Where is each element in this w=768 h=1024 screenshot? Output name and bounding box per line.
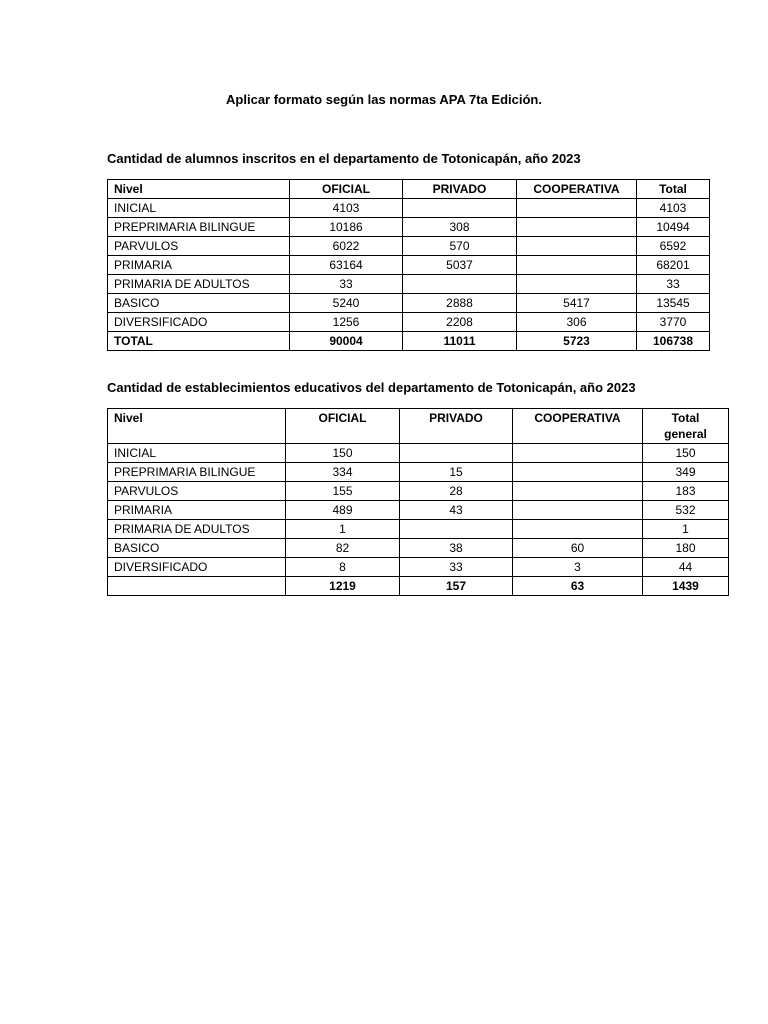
row-label-cell: PARVULOS xyxy=(108,482,286,501)
total-value-cell: 1219 xyxy=(286,577,400,596)
row-value-cell: 33 xyxy=(400,558,513,577)
row-value-cell: 183 xyxy=(643,482,729,501)
table2-caption: Cantidad de establecimientos educativos del departamento de Totonicapán, año 2023 xyxy=(107,380,636,395)
row-value-cell: 33 xyxy=(290,275,403,294)
row-value-cell: 43 xyxy=(400,501,513,520)
row-value-cell: 5417 xyxy=(517,294,637,313)
row-value-cell: 349 xyxy=(643,463,729,482)
row-value-cell: 180 xyxy=(643,539,729,558)
row-label-cell: PRIMARIA DE ADULTOS xyxy=(108,275,290,294)
row-value-cell xyxy=(403,275,517,294)
row-value-cell: 1256 xyxy=(290,313,403,332)
total-value-cell: 5723 xyxy=(517,332,637,351)
row-value-cell: 82 xyxy=(286,539,400,558)
header-cooperativa: COOPERATIVA xyxy=(513,409,643,444)
header-nivel: Nivel xyxy=(108,409,286,444)
header-cooperativa: COOPERATIVA xyxy=(517,180,637,199)
row-value-cell xyxy=(400,444,513,463)
row-label-cell: BASICO xyxy=(108,294,290,313)
row-value-cell xyxy=(517,256,637,275)
row-value-cell: 155 xyxy=(286,482,400,501)
row-value-cell: 13545 xyxy=(637,294,710,313)
row-value-cell xyxy=(513,463,643,482)
table-row xyxy=(108,294,710,313)
header-oficial: OFICIAL xyxy=(286,409,400,444)
table-header-row xyxy=(108,180,710,199)
table-row xyxy=(108,520,729,539)
total-value-cell: 106738 xyxy=(637,332,710,351)
row-value-cell: 334 xyxy=(286,463,400,482)
row-value-cell: 68201 xyxy=(637,256,710,275)
row-label-cell: PREPRIMARIA BILINGUE xyxy=(108,463,286,482)
row-value-cell: 570 xyxy=(403,237,517,256)
row-value-cell: 4103 xyxy=(290,199,403,218)
row-value-cell xyxy=(513,482,643,501)
row-label-cell: PREPRIMARIA BILINGUE xyxy=(108,218,290,237)
row-value-cell xyxy=(403,199,517,218)
row-value-cell xyxy=(517,218,637,237)
row-value-cell: 2208 xyxy=(403,313,517,332)
row-value-cell: 5240 xyxy=(290,294,403,313)
row-value-cell: 5037 xyxy=(403,256,517,275)
row-value-cell: 3 xyxy=(513,558,643,577)
row-value-cell: 3770 xyxy=(637,313,710,332)
row-value-cell xyxy=(513,444,643,463)
row-value-cell: 150 xyxy=(286,444,400,463)
row-value-cell: 532 xyxy=(643,501,729,520)
table-header-row xyxy=(108,409,729,444)
table-row xyxy=(108,199,710,218)
row-label-cell: DIVERSIFICADO xyxy=(108,313,290,332)
row-label-cell: PRIMARIA xyxy=(108,256,290,275)
document-title: Aplicar formato según las normas APA 7ta Edición. xyxy=(226,92,542,107)
table-row xyxy=(108,501,729,520)
row-value-cell: 10494 xyxy=(637,218,710,237)
row-value-cell xyxy=(513,501,643,520)
table-row xyxy=(108,558,729,577)
row-value-cell xyxy=(513,520,643,539)
header-total: Total xyxy=(637,180,710,199)
row-label-cell: PRIMARIA xyxy=(108,501,286,520)
header-nivel: Nivel xyxy=(108,180,290,199)
row-value-cell: 306 xyxy=(517,313,637,332)
table-row xyxy=(108,313,710,332)
row-value-cell: 150 xyxy=(643,444,729,463)
row-label-cell: BASICO xyxy=(108,539,286,558)
row-value-cell: 63164 xyxy=(290,256,403,275)
row-value-cell: 1 xyxy=(286,520,400,539)
total-row xyxy=(108,332,710,351)
header-privado: PRIVADO xyxy=(403,180,517,199)
total-label-cell: TOTAL xyxy=(108,332,290,351)
row-value-cell: 60 xyxy=(513,539,643,558)
table-row xyxy=(108,275,710,294)
row-value-cell: 4103 xyxy=(637,199,710,218)
total-label-cell xyxy=(108,577,286,596)
total-value-cell: 157 xyxy=(400,577,513,596)
row-value-cell: 28 xyxy=(400,482,513,501)
row-label-cell: PARVULOS xyxy=(108,237,290,256)
table-row xyxy=(108,256,710,275)
row-label-cell: INICIAL xyxy=(108,444,286,463)
row-value-cell xyxy=(517,237,637,256)
table-row xyxy=(108,463,729,482)
table-row xyxy=(108,237,710,256)
row-value-cell: 15 xyxy=(400,463,513,482)
row-label-cell: DIVERSIFICADO xyxy=(108,558,286,577)
header-privado: PRIVADO xyxy=(400,409,513,444)
total-row xyxy=(108,577,729,596)
table-row xyxy=(108,218,710,237)
table-row xyxy=(108,539,729,558)
row-value-cell: 489 xyxy=(286,501,400,520)
row-value-cell: 6022 xyxy=(290,237,403,256)
students-table xyxy=(107,179,710,351)
total-value-cell: 63 xyxy=(513,577,643,596)
total-value-cell: 90004 xyxy=(290,332,403,351)
row-label-cell: PRIMARIA DE ADULTOS xyxy=(108,520,286,539)
row-value-cell: 33 xyxy=(637,275,710,294)
table-row xyxy=(108,482,729,501)
row-value-cell: 2888 xyxy=(403,294,517,313)
row-value-cell xyxy=(517,275,637,294)
table-row xyxy=(108,444,729,463)
row-value-cell: 6592 xyxy=(637,237,710,256)
establishments-table xyxy=(107,408,729,596)
row-value-cell xyxy=(400,520,513,539)
row-value-cell: 8 xyxy=(286,558,400,577)
table1-caption: Cantidad de alumnos inscritos en el departamento de Totonicapán, año 2023 xyxy=(107,151,581,166)
header-total-general: Total general xyxy=(643,409,729,444)
total-value-cell: 11011 xyxy=(403,332,517,351)
total-value-cell: 1439 xyxy=(643,577,729,596)
row-value-cell: 38 xyxy=(400,539,513,558)
header-oficial: OFICIAL xyxy=(290,180,403,199)
row-value-cell xyxy=(517,199,637,218)
row-value-cell: 44 xyxy=(643,558,729,577)
row-value-cell: 1 xyxy=(643,520,729,539)
row-label-cell: INICIAL xyxy=(108,199,290,218)
row-value-cell: 10186 xyxy=(290,218,403,237)
row-value-cell: 308 xyxy=(403,218,517,237)
